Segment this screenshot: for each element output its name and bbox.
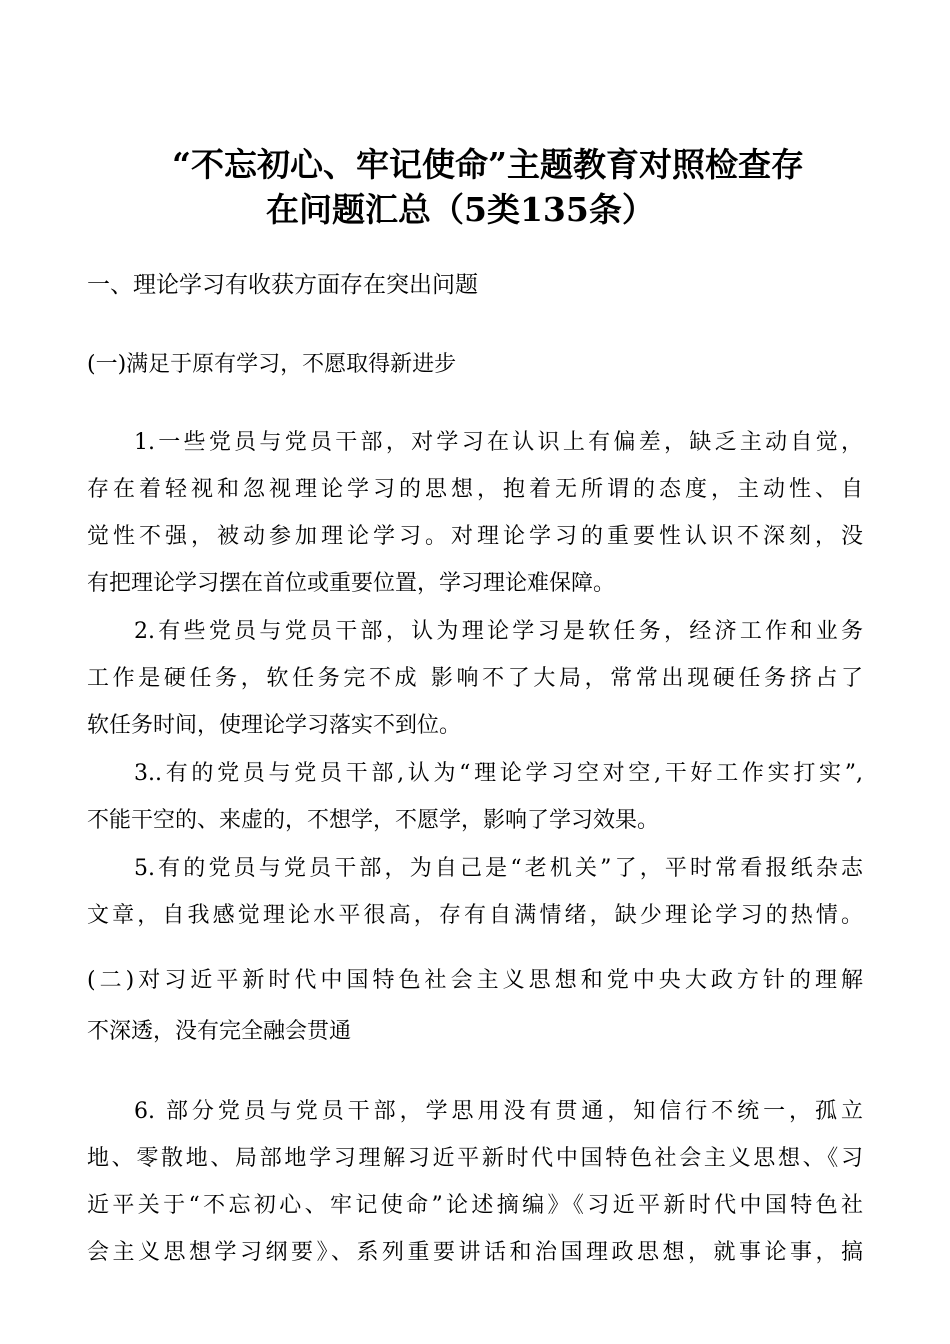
paragraph-line: 有把理论学习摆在首位或重要位置，学习理论难保障。: [87, 571, 616, 596]
paragraph-line: 6. 部分党员与党员干部，学思用没有贯通，知信行不统一，孤立: [134, 1099, 863, 1124]
paragraph-line: 存在着轻视和忽视理论学习的思想，抱着无所谓的态度，主动性、自: [87, 477, 863, 502]
section-heading-1: 一、理论学习有收获方面存在突出问题: [87, 272, 478, 298]
paragraph-line: 软任务时间，使理论学习落实不到位。: [87, 713, 462, 738]
paragraph-line: 1.一些党员与党员干部，对学习在认识上有偏差，缺乏主动自觉，: [134, 430, 863, 455]
paragraph-line: 会主义思想学习纲要》、系列重要讲话和治国理政思想，就事论事，搞: [87, 1240, 863, 1265]
paragraph-line: 近平关于“不忘初心、牢记使命”论述摘编》《习近平新时代中国特色社: [87, 1193, 863, 1218]
paragraph-line: 2.有些党员与党员干部，认为理论学习是软任务，经济工作和业务: [134, 619, 863, 644]
subsection-heading-2-line-1: (二)对习近平新时代中国特色社会主义思想和党中央大政方针的理解: [87, 968, 863, 993]
subsection-heading-1: (一)满足于原有学习，不愿取得新进步: [87, 352, 457, 377]
subsection-heading-2-line-2: 不深透，没有完全融会贯通: [87, 1019, 352, 1044]
document-title-line-1: “不忘初心、牢记使命”主题教育对照检查存: [172, 145, 804, 184]
paragraph-line: 工作是硬任务，软任务完不成 影响不了大局，常常出现硬任务挤占了: [87, 666, 863, 691]
paragraph-line: 文章，自我感觉理论水平很高，存有自满情绪，缺少理论学习的热情。: [87, 903, 863, 928]
paragraph-line: 地、零散地、局部地学习理解习近平新时代中国特色社会主义思想、《习: [87, 1146, 863, 1171]
paragraph-line: 5.有的党员与党员干部，为自己是“老机关”了，平时常看报纸杂志: [134, 856, 863, 881]
paragraph-line: 觉性不强，被动参加理论学习。对理论学习的重要性认识不深刻，没: [87, 524, 863, 549]
paragraph-line: 3..有的党员与党员干部,认为“理论学习空对空,干好工作实打实”,: [134, 761, 863, 786]
paragraph-line: 不能干空的、来虚的，不想学，不愿学，影响了学习效果。: [87, 808, 660, 833]
document-title-line-2: 在问题汇总（5类135条）: [266, 190, 655, 229]
